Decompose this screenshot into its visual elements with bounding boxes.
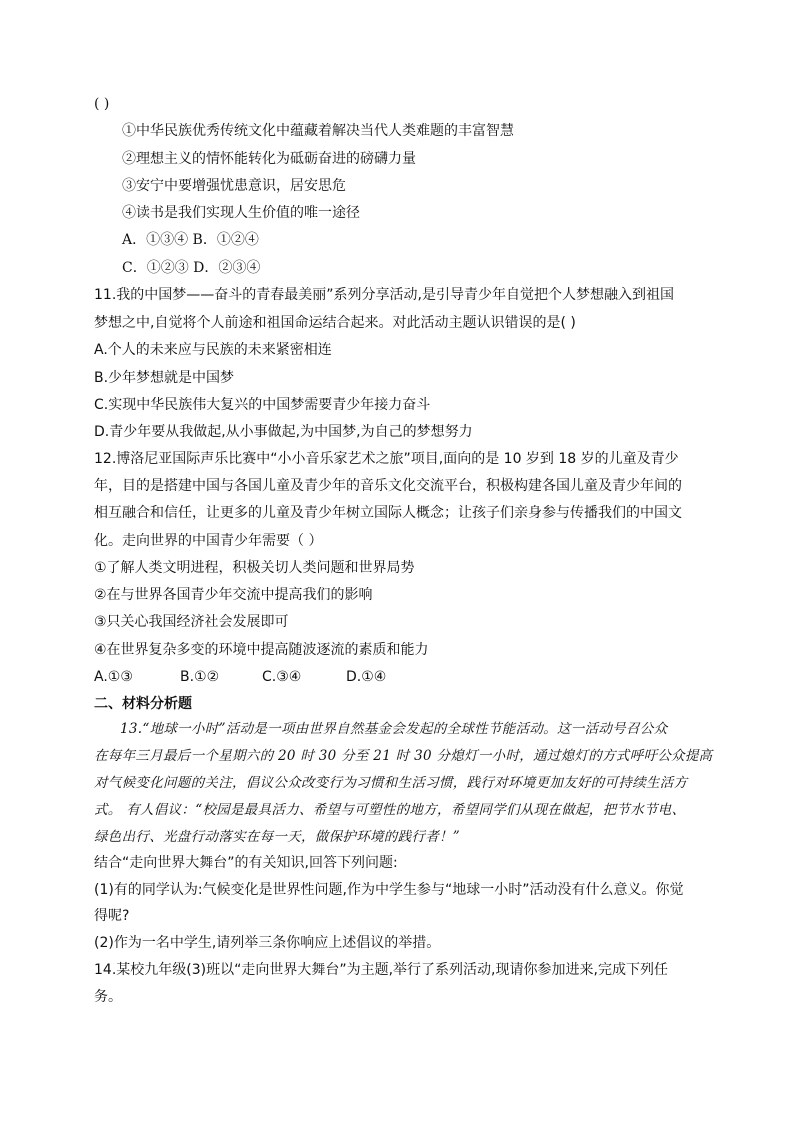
q10-choices-ab: A．①③④ B．①②④	[122, 232, 259, 248]
q10-choices-cd: C．①②③ D．②③④	[122, 260, 261, 276]
q11-option-c: C.实现中华民族伟大复兴的中国梦需要青少年接力奋斗	[94, 397, 431, 413]
q12-choice-c: C.③④	[262, 669, 302, 685]
q11-option-a: A.个人的未来应与民族的未来紧密相连	[94, 342, 332, 358]
q13-material-line2: 在每年三月最后一个星期六的 20 时 30 分至 21 时 30 分熄灯一小时，通过熄灯的方式呼吁公众提高	[94, 748, 713, 764]
q12-option-3: ③只关心我国经济社会发展即可	[94, 614, 289, 630]
q14-stem-line1: 14.某校九年级(3)班以“走向世界大舞台”为主题,举行了系列活动,现请你参加进来,完成下列任	[94, 962, 668, 978]
q13-material-line3: 对气候变化问题的关注，倡议公众改变行为习惯和生活习惯，践行对环境更加友好的可持续生活方	[94, 775, 688, 791]
q12-option-2: ②在与世界各国青少年交流中提高我们的影响	[94, 587, 373, 603]
q10-option-2: ②理想主义的情怀能转化为砥砺奋进的磅礴力量	[122, 151, 416, 167]
q12-option-4: ④在世界复杂多变的环境中提高随波逐流的素质和能力	[94, 642, 429, 658]
q10-option-1: ①中华民族优秀传统文化中蕴藏着解决当代人类难题的丰富智慧	[122, 123, 514, 139]
q12-option-1: ①了解人类文明进程，积极关切人类问题和世界局势	[94, 560, 415, 576]
q10-option-4: ④读书是我们实现人生价值的唯一途径	[122, 205, 360, 221]
q13-material-line4: 式。 有人倡议：“校园是最具活力、希望与可塑性的地方，希望同学们从现在做起，把节水节电、	[94, 802, 686, 818]
q12-stem-line3: 相互融合和信任，让更多的儿童及青少年树立国际人概念；让孩子们亲身参与传播我们的中国文	[94, 505, 682, 521]
q10-paren: ( )	[94, 96, 110, 112]
q10-option-3: ③安宁中要增强忧患意识，居安思危	[122, 178, 346, 194]
q11-option-d: D.青少年要从我做起,从小事做起,为中国梦,为自己的梦想努力	[94, 424, 473, 440]
q11-option-b: B.少年梦想就是中国梦	[94, 370, 235, 386]
q14-stem-line2: 务。	[94, 989, 122, 1005]
q13-intro: 结合“走向世界大舞台”的有关知识,回答下列问题:	[94, 855, 398, 871]
q12-choice-b: B.①②	[180, 669, 220, 685]
q12-choice-d: D.①④	[346, 669, 387, 685]
q12-stem-line4: 化。走向世界的中国青少年需要（ ）	[94, 533, 323, 549]
q13-material-line5: 绿色出行、光盘行动落实在每一天，做保护环境的践行者！”	[94, 829, 461, 845]
q12-stem-line2: 年，目的是搭建中国与各国儿童及青少年的音乐文化交流平台，积极构建各国儿童及青少年间的	[94, 478, 682, 494]
q12-choice-a: A.①③	[94, 669, 133, 685]
q13-sub2: (2)作为一名中学生,请列举三条你响应上述倡议的举措。	[94, 935, 441, 951]
section-heading: 二、材料分析题	[94, 696, 192, 712]
q11-stem-line1: 11.我的中国梦——奋斗的青春最美丽”系列分享活动,是引导青少年自觉把个人梦想融入到祖国	[94, 287, 674, 303]
q13-material-line1: 13.“地球一小时”活动是一项由世界自然基金会发起的全球性节能活动。这一活动号召公众	[120, 721, 668, 737]
q13-sub1-line1: (1)有的同学认为:气候变化是世界性问题,作为中学生参与“地球一小时”活动没有什么意义。你觉	[94, 882, 684, 898]
q13-sub1-line2: 得呢?	[94, 908, 130, 924]
q12-stem-line1: 12.博洛尼亚国际声乐比赛中“小小音乐家艺术之旅”项目,面向的是 10 岁到 18 岁的儿童及青少	[94, 451, 679, 467]
q11-stem-line2: 梦想之中,自觉将个人前途和祖国命运结合起来。对此活动主题认识错误的是( )	[94, 315, 576, 331]
